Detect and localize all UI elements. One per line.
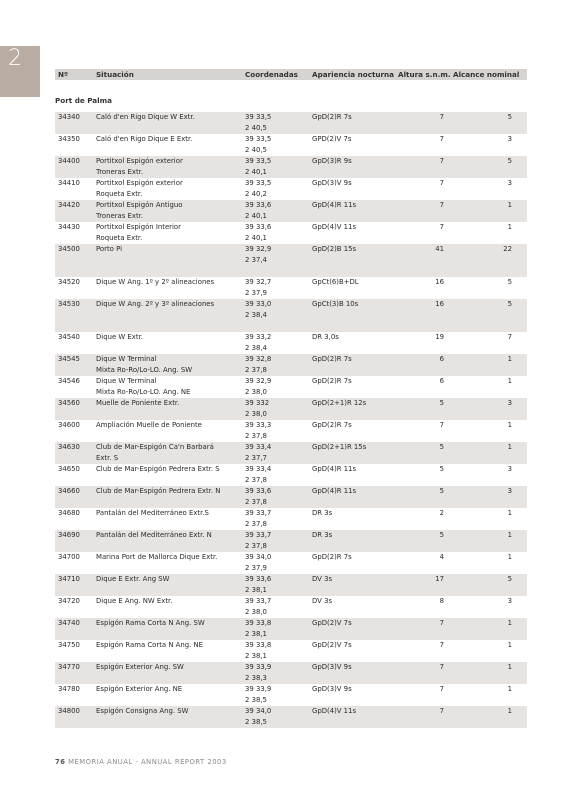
- row-alcance: 5: [507, 157, 512, 165]
- row-lat: 39 332: [245, 399, 270, 407]
- row-situacion: Marina Port de Mallorca Dique Extr.: [96, 553, 218, 561]
- row-alcance: 3: [507, 399, 512, 407]
- row-alcance: 3: [507, 465, 512, 473]
- row-apariencia: GpD(2+1)R 12s: [312, 399, 367, 407]
- table-row: [55, 299, 527, 332]
- row-apariencia: GpD(2)B 15s: [312, 245, 357, 253]
- table-row: [55, 156, 527, 178]
- row-apariencia: GpD(2)R 7s: [312, 421, 352, 429]
- row-apariencia: GpD(3)R 9s: [312, 157, 352, 165]
- row-apariencia: GpCt(3)B 10s: [312, 300, 359, 308]
- row-lon: 2 37,8: [245, 366, 267, 374]
- row-alcance: 22: [503, 245, 512, 253]
- row-apariencia: GpD(2)V 7s: [312, 619, 352, 627]
- row-altura: 7: [439, 421, 444, 429]
- row-situacion-line2: Mixta Ro-Ro/Lo-LO. Ang. SW: [96, 366, 193, 374]
- row-number: 34560: [58, 399, 80, 407]
- table-row: [55, 486, 527, 508]
- row-lat: 39 33,3: [245, 421, 272, 429]
- table-row: [55, 277, 527, 299]
- row-altura: 7: [439, 135, 444, 143]
- table-row: [55, 112, 527, 134]
- row-lon: 2 38,0: [245, 410, 267, 418]
- row-lon: 2 38,5: [245, 696, 267, 704]
- row-alcance: 1: [507, 443, 512, 451]
- table-row: [55, 178, 527, 200]
- row-altura: 5: [439, 465, 444, 473]
- chapter-tab: [0, 46, 40, 97]
- row-number: 34430: [58, 223, 80, 231]
- row-lon: 2 40,1: [245, 212, 267, 220]
- row-alcance: 7: [507, 333, 512, 341]
- row-lat: 39 33,9: [245, 663, 272, 671]
- row-altura: 6: [439, 377, 444, 385]
- row-number: 34600: [58, 421, 80, 429]
- row-lat: 39 33,4: [245, 443, 272, 451]
- row-altura: 7: [439, 179, 444, 187]
- row-situacion: Portitxol Espigón exterior: [96, 157, 183, 165]
- row-number: 34780: [58, 685, 80, 693]
- row-situacion: Espigón Exterior Ang. NE: [96, 685, 183, 693]
- row-alcance: 1: [507, 619, 512, 627]
- row-apariencia: GpD(4)R 11s: [312, 487, 357, 495]
- row-lon: 2 37,8: [245, 542, 267, 550]
- row-situacion: Portitxol Espigón Antiguo: [96, 201, 183, 209]
- row-alcance: 3: [507, 487, 512, 495]
- row-apariencia: DV 3s: [312, 597, 333, 605]
- row-situacion: Espigón Rama Corta N Ang. SW: [96, 619, 205, 627]
- row-altura: 7: [439, 663, 444, 671]
- row-alcance: 1: [507, 223, 512, 231]
- table-row: [55, 244, 527, 277]
- header-alcance: Alcance nominal: [453, 70, 520, 79]
- row-lon: 2 38,5: [245, 718, 267, 726]
- row-alcance: 1: [507, 377, 512, 385]
- row-lon: 2 40,1: [245, 234, 267, 242]
- row-lon: 2 37,8: [245, 432, 267, 440]
- row-situacion: Dique E Extr. Ang SW: [96, 575, 170, 583]
- row-apariencia: GpD(2)R 7s: [312, 377, 352, 385]
- row-situacion: Dique W Ang. 2º y 3º alineaciones: [96, 300, 215, 308]
- row-situacion: Ampliación Muelle de Poniente: [96, 421, 202, 429]
- row-number: 34340: [58, 113, 80, 121]
- row-alcance: 3: [507, 597, 512, 605]
- row-number: 34800: [58, 707, 80, 715]
- row-situacion: Dique W Ang. 1º y 2º alineaciones: [96, 278, 215, 286]
- row-lat: 39 33,6: [245, 201, 272, 209]
- row-lat: 39 33,7: [245, 597, 272, 605]
- row-apariencia: DR 3,0s: [312, 333, 339, 341]
- row-number: 34420: [58, 201, 80, 209]
- row-apariencia: GpD(4)V 11s: [312, 223, 357, 231]
- row-lon: 2 38,0: [245, 388, 267, 396]
- row-lat: 39 32,9: [245, 377, 272, 385]
- row-apariencia: GpD(2+1)R 15s: [312, 443, 367, 451]
- row-apariencia: GpD(2)R 7s: [312, 355, 352, 363]
- table-row: [55, 596, 527, 618]
- table-header: [55, 69, 527, 80]
- row-situacion: Portitxol Espigón Interior: [96, 223, 181, 231]
- row-altura: 7: [439, 223, 444, 231]
- row-number: 34400: [58, 157, 80, 165]
- row-apariencia: DR 3s: [312, 509, 333, 517]
- row-lat: 39 32,7: [245, 278, 272, 286]
- row-alcance: 1: [507, 509, 512, 517]
- lights-table: [55, 69, 527, 728]
- row-apariencia: GpD(3)V 9s: [312, 179, 352, 187]
- table-row: [55, 684, 527, 706]
- row-situacion-line2: Troneras Extr.: [96, 168, 144, 176]
- header-altura: Altura s.n.m.: [398, 70, 451, 79]
- row-apariencia: GpD(4)R 11s: [312, 465, 357, 473]
- row-situacion: Caló d'en Rigo Dique W Extr.: [96, 113, 195, 121]
- table-body: [55, 112, 527, 728]
- page-number: 76: [55, 758, 66, 766]
- row-altura: 7: [439, 707, 444, 715]
- row-situacion: Club de Mar-Espigón Ca'n Barbará: [96, 443, 214, 451]
- row-lon: 2 38,1: [245, 630, 267, 638]
- row-altura: 4: [439, 553, 444, 561]
- row-apariencia: GpD(3)V 9s: [312, 663, 352, 671]
- row-altura: 6: [439, 355, 444, 363]
- row-lon: 2 38,1: [245, 586, 267, 594]
- row-lon: 2 38,4: [245, 344, 267, 352]
- table-row: [55, 442, 527, 464]
- row-alcance: 1: [507, 355, 512, 363]
- row-lat: 39 33,6: [245, 575, 272, 583]
- row-number: 34700: [58, 553, 80, 561]
- row-number: 34350: [58, 135, 80, 143]
- row-altura: 17: [435, 575, 444, 583]
- chapter-number: 2: [8, 46, 22, 71]
- row-number: 34740: [58, 619, 80, 627]
- row-number: 34710: [58, 575, 80, 583]
- row-apariencia: GpD(2)R 7s: [312, 113, 352, 121]
- table-row: [55, 552, 527, 574]
- row-altura: 7: [439, 619, 444, 627]
- row-altura: 7: [439, 113, 444, 121]
- table-row: [55, 376, 527, 398]
- table-row: [55, 464, 527, 486]
- row-situacion: Club de Mar-Espigón Pedrera Extr. S: [96, 465, 220, 473]
- row-apariencia: GpD(4)R 11s: [312, 201, 357, 209]
- row-lat: 39 33,4: [245, 465, 272, 473]
- row-apariencia: GpD(2)V 7s: [312, 641, 352, 649]
- row-lon: 2 37,9: [245, 289, 267, 297]
- row-lat: 39 34,0: [245, 553, 272, 561]
- row-lat: 39 33,9: [245, 685, 272, 693]
- table-row: [55, 134, 527, 156]
- row-lat: 39 33,6: [245, 223, 272, 231]
- row-apariencia: GpD(3)V 9s: [312, 685, 352, 693]
- row-lon: 2 38,4: [245, 311, 267, 319]
- row-lat: 39 33,8: [245, 619, 272, 627]
- row-situacion: Dique W Terminal: [96, 377, 157, 385]
- header-no: Nº: [58, 70, 69, 79]
- table-row: [55, 662, 527, 684]
- row-alcance: 3: [507, 179, 512, 187]
- row-lat: 39 32,9: [245, 245, 272, 253]
- row-alcance: 1: [507, 707, 512, 715]
- row-alcance: 1: [507, 201, 512, 209]
- table-row: [55, 200, 527, 222]
- row-altura: 19: [435, 333, 444, 341]
- row-lat: 39 33,5: [245, 113, 272, 121]
- row-altura: 7: [439, 641, 444, 649]
- row-apariencia: GpD(4)V 11s: [312, 707, 357, 715]
- row-lon: 2 38,1: [245, 652, 267, 660]
- header-coordenadas: Coordenadas: [245, 70, 298, 79]
- row-altura: 5: [439, 487, 444, 495]
- row-situacion: Dique W Extr.: [96, 333, 143, 341]
- table-row: [55, 530, 527, 552]
- row-altura: 16: [435, 300, 444, 308]
- row-lat: 39 33,7: [245, 509, 272, 517]
- row-alcance: 1: [507, 641, 512, 649]
- row-number: 34540: [58, 333, 80, 341]
- row-lat: 39 33,0: [245, 300, 272, 308]
- row-situacion: Club de Mar-Espigón Pedrera Extr. N: [96, 487, 221, 495]
- row-lat: 39 33,5: [245, 157, 272, 165]
- row-number: 34750: [58, 641, 80, 649]
- row-situacion: Dique E Ang. NW Extr.: [96, 597, 173, 605]
- row-number: 34660: [58, 487, 80, 495]
- header-apariencia: Apariencia nocturna: [312, 70, 395, 79]
- table-row: [55, 420, 527, 442]
- row-number: 34650: [58, 465, 80, 473]
- footer-text: MEMORIA ANUAL - ANNUAL REPORT 2003: [68, 758, 227, 766]
- row-number: 34500: [58, 245, 80, 253]
- row-lat: 39 33,5: [245, 179, 272, 187]
- row-lon: 2 40,5: [245, 146, 267, 154]
- row-lon: 2 38,3: [245, 674, 267, 682]
- row-altura: 5: [439, 443, 444, 451]
- row-altura: 7: [439, 157, 444, 165]
- row-alcance: 1: [507, 553, 512, 561]
- row-altura: 7: [439, 685, 444, 693]
- table-row: [55, 354, 527, 376]
- row-lon: 2 37,9: [245, 564, 267, 572]
- table-row: [55, 640, 527, 662]
- row-number: 34545: [58, 355, 80, 363]
- row-lon: 2 37,8: [245, 520, 267, 528]
- table-row: [55, 508, 527, 530]
- row-situacion: Espigón Consigna Ang. SW: [96, 707, 189, 715]
- row-situacion: Muelle de Poniente Extr.: [96, 399, 180, 407]
- row-altura: 41: [435, 245, 444, 253]
- row-situacion: Portitxol Espigón exterior: [96, 179, 183, 187]
- row-alcance: 5: [507, 113, 512, 121]
- row-lon: 2 37,8: [245, 476, 267, 484]
- row-number: 34546: [58, 377, 80, 385]
- row-situacion: Dique W Terminal: [96, 355, 157, 363]
- row-situacion: Espigón Rama Corta N Ang. NE: [96, 641, 204, 649]
- row-lon: 2 38,0: [245, 608, 267, 616]
- table-row: [55, 618, 527, 640]
- row-situacion: Porto Pi: [96, 245, 122, 253]
- row-number: 34410: [58, 179, 80, 187]
- row-alcance: 1: [507, 663, 512, 671]
- row-alcance: 5: [507, 575, 512, 583]
- section-title: Port de Palma: [55, 96, 112, 105]
- row-situacion-line2: Troneras Extr.: [96, 212, 144, 220]
- row-altura: 5: [439, 531, 444, 539]
- row-lon: 2 40,1: [245, 168, 267, 176]
- row-alcance: 5: [507, 300, 512, 308]
- row-situacion: Espigón Exterior Ang. SW: [96, 663, 184, 671]
- row-alcance: 1: [507, 685, 512, 693]
- table-row: [55, 332, 527, 354]
- row-situacion-line2: Roqueta Extr.: [96, 234, 143, 242]
- row-situacion: Caló d'en Rigo Dique E Extr.: [96, 135, 193, 143]
- row-altura: 16: [435, 278, 444, 286]
- row-apariencia: GpCt(6)B+DL: [312, 278, 359, 286]
- table-row: [55, 574, 527, 596]
- row-lon: 2 40,2: [245, 190, 267, 198]
- row-lon: 2 40,5: [245, 124, 267, 132]
- table-row: [55, 398, 527, 420]
- row-apariencia: DR 3s: [312, 531, 333, 539]
- row-situacion: Pantalán del Mediterráneo Extr.S: [96, 509, 209, 517]
- row-lat: 39 33,7: [245, 531, 272, 539]
- table-row: [55, 706, 527, 728]
- row-lon: 2 37,7: [245, 454, 267, 462]
- row-altura: 5: [439, 399, 444, 407]
- row-lon: 2 37,8: [245, 498, 267, 506]
- row-alcance: 5: [507, 278, 512, 286]
- row-number: 34530: [58, 300, 80, 308]
- table-row: [55, 222, 527, 244]
- row-lat: 39 33,8: [245, 641, 272, 649]
- row-alcance: 1: [507, 421, 512, 429]
- row-number: 34690: [58, 531, 80, 539]
- row-lat: 39 34,0: [245, 707, 272, 715]
- row-lat: 39 33,6: [245, 487, 272, 495]
- row-lat: 39 33,5: [245, 135, 272, 143]
- row-altura: 7: [439, 201, 444, 209]
- row-situacion-line2: Roqueta Extr.: [96, 190, 143, 198]
- row-number: 34520: [58, 278, 80, 286]
- row-situacion-line2: Extr. S: [96, 454, 119, 462]
- row-apariencia: GPD(2)V 7s: [312, 135, 352, 143]
- row-lon: 2 37,4: [245, 256, 267, 264]
- row-number: 34680: [58, 509, 80, 517]
- row-lat: 39 32,8: [245, 355, 272, 363]
- row-altura: 8: [439, 597, 444, 605]
- row-apariencia: DV 3s: [312, 575, 333, 583]
- page-footer: [55, 758, 227, 766]
- row-alcance: 3: [507, 135, 512, 143]
- row-situacion: Pantalán del Mediterráneo Extr. N: [96, 531, 212, 539]
- row-apariencia: GpD(2)R 7s: [312, 553, 352, 561]
- row-alcance: 1: [507, 531, 512, 539]
- row-number: 34630: [58, 443, 80, 451]
- row-number: 34770: [58, 663, 80, 671]
- row-lat: 39 33,2: [245, 333, 272, 341]
- row-number: 34720: [58, 597, 80, 605]
- row-situacion-line2: Mixta Ro-Ro/Lo-LO. Ang. NE: [96, 388, 191, 396]
- header-situacion: Situación: [96, 70, 134, 79]
- row-altura: 2: [439, 509, 444, 517]
